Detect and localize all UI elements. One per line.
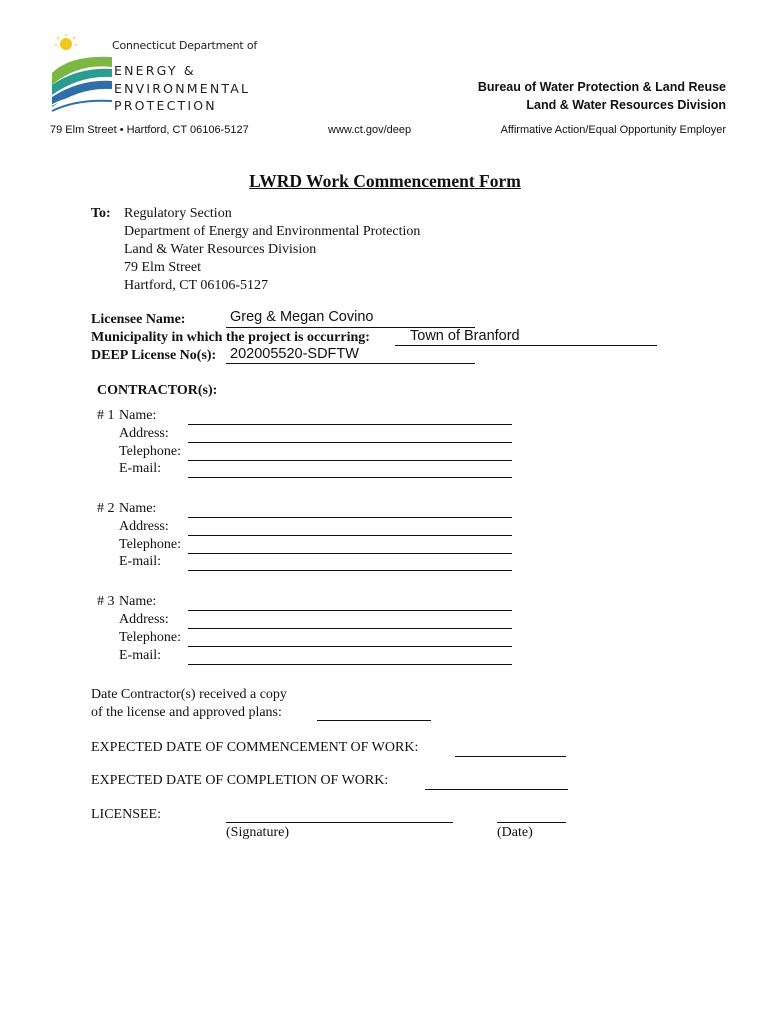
- to-line-5: Hartford, CT 06106-5127: [124, 278, 268, 293]
- contractor-3-name-label: Name:: [119, 594, 157, 609]
- contractor-1-telephone-field[interactable]: [188, 460, 512, 461]
- licensee-name-label: Licensee Name:: [91, 312, 186, 327]
- municipality-underline: [395, 345, 657, 346]
- license-no-label: DEEP License No(s):: [91, 348, 217, 363]
- contractor-1-address-label: Address:: [119, 426, 169, 441]
- logo-line-protection: PROTECTION: [114, 98, 217, 113]
- signature-date-field[interactable]: [497, 822, 566, 823]
- contractor-3-address-label: Address:: [119, 612, 169, 627]
- header-website: www.ct.gov/deep: [328, 124, 412, 136]
- contractor-1-telephone-label: Telephone:: [119, 444, 181, 459]
- contractor-2-email-label: E-mail:: [119, 554, 161, 569]
- header-employer-note: Affirmative Action/Equal Opportunity Employer: [500, 124, 726, 136]
- municipality-label: Municipality in which the project is occurring:: [91, 330, 370, 345]
- logo-agency-prefix: Connecticut Department of: [112, 39, 258, 52]
- to-line-4: 79 Elm Street: [124, 260, 201, 275]
- contractor-2-name-field[interactable]: [188, 517, 512, 518]
- contractor-2-telephone-label: Telephone:: [119, 537, 181, 552]
- contractor-1-number: # 1: [97, 408, 115, 423]
- bureau-name: Bureau of Water Protection & Land Reuse: [477, 80, 726, 94]
- date-received-label-line-2: of the license and approved plans:: [91, 705, 282, 720]
- contractor-3-telephone-field[interactable]: [188, 646, 512, 647]
- to-line-1: Regulatory Section: [124, 206, 232, 221]
- expected-commencement-field[interactable]: [455, 756, 566, 757]
- contractor-3-telephone-label: Telephone:: [119, 630, 181, 645]
- to-label: To:: [91, 206, 111, 221]
- signature-caption: (Signature): [226, 825, 289, 840]
- division-name: Land & Water Resources Division: [526, 98, 726, 112]
- contractor-1-name-field[interactable]: [188, 424, 512, 425]
- contractor-3-email-field[interactable]: [188, 664, 512, 665]
- form-title: LWRD Work Commencement Form: [249, 171, 521, 191]
- license-no-field[interactable]: 202005520-SDFTW: [230, 346, 359, 362]
- to-line-2: Department of Energy and Environmental Protection: [124, 224, 421, 239]
- expected-commencement-label: EXPECTED DATE OF COMMENCEMENT OF WORK:: [91, 740, 419, 755]
- contractor-3-number: # 3: [97, 594, 115, 609]
- license-no-underline: [226, 363, 475, 364]
- contractor-2-address-label: Address:: [119, 519, 169, 534]
- contractor-1-email-field[interactable]: [188, 477, 512, 478]
- licensee-name-field[interactable]: Greg & Megan Covino: [230, 309, 374, 325]
- date-received-field[interactable]: [317, 720, 431, 721]
- deep-logo-icon: [50, 33, 112, 113]
- expected-completion-label: EXPECTED DATE OF COMPLETION OF WORK:: [91, 773, 389, 788]
- logo-line-energy: ENERGY &: [114, 63, 196, 78]
- signature-field[interactable]: [226, 822, 453, 823]
- contractor-3-name-field[interactable]: [188, 610, 512, 611]
- licensee-signature-label: LICENSEE:: [91, 807, 161, 822]
- contractor-1-email-label: E-mail:: [119, 461, 161, 476]
- contractor-1-name-label: Name:: [119, 408, 157, 423]
- contractor-2-number: # 2: [97, 501, 115, 516]
- expected-completion-field[interactable]: [425, 789, 568, 790]
- to-line-3: Land & Water Resources Division: [124, 242, 317, 257]
- contractor-3-address-field[interactable]: [188, 628, 512, 629]
- date-caption: (Date): [497, 825, 533, 840]
- contractor-2-telephone-field[interactable]: [188, 553, 512, 554]
- contractors-heading: CONTRACTOR(s):: [97, 383, 218, 398]
- municipality-field[interactable]: Town of Branford: [410, 328, 520, 344]
- contractor-2-email-field[interactable]: [188, 570, 512, 571]
- header-address: 79 Elm Street • Hartford, CT 06106-5127: [50, 124, 249, 136]
- contractor-2-name-label: Name:: [119, 501, 157, 516]
- contractor-2-address-field[interactable]: [188, 535, 512, 536]
- contractor-1-address-field[interactable]: [188, 442, 512, 443]
- date-received-label-line-1: Date Contractor(s) received a copy: [91, 687, 287, 702]
- logo-line-environmental: ENVIRONMENTAL: [114, 81, 251, 96]
- contractor-3-email-label: E-mail:: [119, 648, 161, 663]
